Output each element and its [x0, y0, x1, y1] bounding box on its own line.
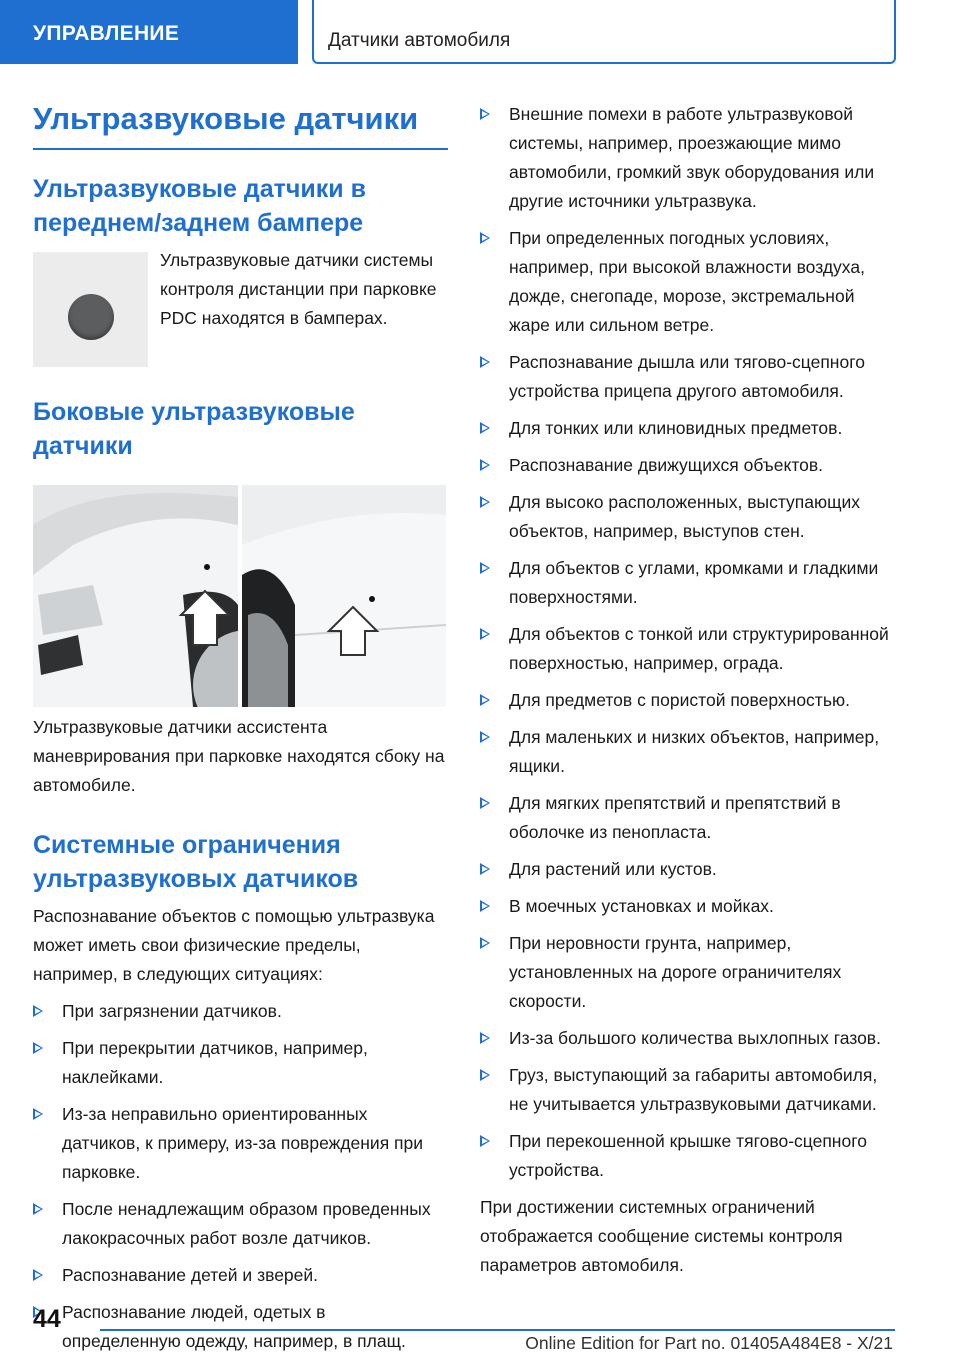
arrow-icon	[480, 562, 490, 574]
arrow-icon	[33, 1005, 43, 1017]
arrow-icon	[480, 863, 490, 875]
list-item: Внешние помехи в работе ультразвуковой системы, например, проезжающие мимо автомобили, громкий звук оборудования или другие источники ультразвука.	[480, 100, 890, 216]
car-side-illustration	[33, 485, 446, 707]
list-item: После ненадлежащим образом проведенных лакокрасочных работ возле датчиков.	[33, 1195, 448, 1253]
list-item: Для растений или кустов.	[480, 855, 890, 884]
edition-text: Online Edition for Part no. 01405A484E8 - X/21	[525, 1333, 893, 1353]
list-item: Груз, выступающий за габариты автомобиля, не учитывается ультразвуковыми датчиками.	[480, 1061, 890, 1119]
arrow-icon	[480, 937, 490, 949]
front-rear-heading: Ультразвуковые датчики в переднем/заднем бампере	[33, 175, 366, 237]
limits-list-left	[33, 997, 448, 1356]
list-item: При перекрытии датчиков, например, наклейками.	[33, 1034, 448, 1092]
list-item: Для тонких или клиновидных предметов.	[480, 414, 890, 443]
list-item: Распознавание дышла или тягово-сцепного устройства прицепа другого автомобиля.	[480, 348, 890, 406]
list-item: Для объектов с углами, кромками и гладкими поверхностями.	[480, 554, 890, 612]
arrow-icon	[33, 1042, 43, 1054]
sensor-image	[33, 252, 148, 367]
arrow-icon	[33, 1203, 43, 1215]
arrow-icon	[480, 1069, 490, 1081]
sensor-figure-row	[33, 250, 448, 370]
arrow-icon	[480, 731, 490, 743]
list-item: Из-за неправильно ориентированных датчиков, к примеру, из-за повреждения при парковке.	[33, 1100, 448, 1187]
section-label: УПРАВЛЕНИЕ	[33, 22, 180, 45]
arrow-icon	[480, 422, 490, 434]
right-column	[480, 100, 890, 1280]
list-item: Распознавание движущихся объектов.	[480, 451, 890, 480]
arrow-icon	[480, 356, 490, 368]
list-item: Распознавание детей и зверей.	[33, 1261, 448, 1290]
list-item: При неровности грунта, например, установленных на дороге ограничителях скорости.	[480, 929, 890, 1016]
arrow-icon	[480, 1135, 490, 1147]
front-rear-text: Ультразвуковые датчики системы контроля дистанции при парковке PDC находятся в бамперах.	[160, 250, 437, 328]
arrow-icon	[480, 628, 490, 640]
list-item: При загрязнении датчиков.	[33, 997, 448, 1026]
side-heading: Боковые ультразвуковые датчики	[33, 398, 355, 460]
list-item: В моечных установках и мойках.	[480, 892, 890, 921]
page-number: 44	[33, 1305, 61, 1333]
arrow-icon	[480, 459, 490, 471]
list-item: Распознавание людей, одетых в определенную одежду, например, в плащ.	[33, 1298, 448, 1356]
list-item: Для предметов с пористой поверхностью.	[480, 686, 890, 715]
arrow-icon	[33, 1269, 43, 1281]
arrow-icon	[480, 694, 490, 706]
chapter-label: Датчики автомобиля	[328, 30, 511, 51]
sensor-icon	[68, 294, 114, 340]
arrow-icon	[480, 900, 490, 912]
arrow-icon	[480, 496, 490, 508]
page-title: Ультразвуковые датчики	[33, 100, 448, 150]
arrow-icon	[33, 1108, 43, 1120]
list-item: Из-за большого количества выхлопных газов.	[480, 1024, 890, 1053]
list-item: Для маленьких и низких объектов, например, ящики.	[480, 723, 890, 781]
limits-heading: Системные ограничения ультразвуковых датчиков	[33, 831, 359, 893]
footer-divider	[100, 1329, 895, 1331]
arrow-icon	[480, 1032, 490, 1044]
arrow-icon	[480, 797, 490, 809]
section-tab	[0, 0, 298, 64]
list-item: Для высоко расположенных, выступающих объектов, например, выступов стен.	[480, 488, 890, 546]
list-item: Для мягких препятствий и препятствий в оболочке из пенопласта.	[480, 789, 890, 847]
side-caption: Ультразвуковые датчики ассистента маневрирования при парковке находятся сбоку на автомобиле.	[33, 717, 445, 795]
chapter-header	[312, 0, 896, 64]
closing-text: При достижении системных ограничений отображается сообщение системы контроля параметров автомобиля.	[480, 1197, 843, 1275]
list-item: Для объектов с тонкой или структурированной поверхностью, например, ограда.	[480, 620, 890, 678]
arrow-icon	[480, 232, 490, 244]
limits-list-right	[480, 100, 890, 1185]
list-item: При определенных погодных условиях, например, при высокой влажности воздуха, дожде, снегопаде, морозе, экстремальной жаре или сильном ветре.	[480, 224, 890, 340]
side-sensor-photo	[33, 485, 446, 707]
limits-intro: Распознавание объектов с помощью ультразвука может иметь свои физические пределы, например, в следующих ситуациях:	[33, 906, 435, 984]
arrow-icon	[480, 108, 490, 120]
left-column	[33, 100, 448, 1364]
list-item: При перекошенной крышке тягово-сцепного устройства.	[480, 1127, 890, 1185]
